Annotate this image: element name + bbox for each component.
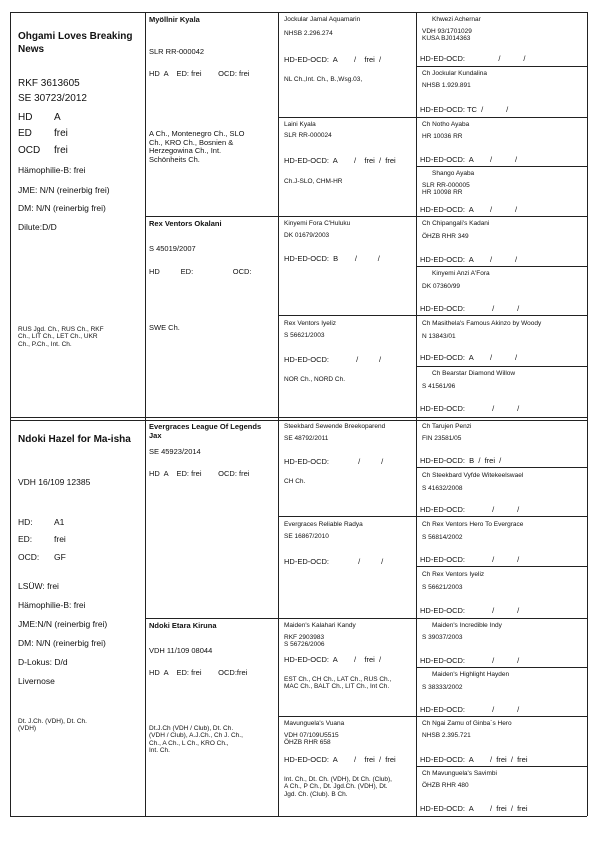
grandparent-health: HD-ED-OCD: / / <box>284 557 384 566</box>
great-grandparent-health: HD-ED-OCD: A / / <box>420 255 518 264</box>
grid-line <box>416 516 587 517</box>
grid-line <box>416 12 417 816</box>
grandparent-health: HD-ED-OCD: / / <box>284 457 384 466</box>
dog2-extra: Livernose <box>18 676 55 686</box>
grandparent-titles: NOR Ch., NORD Ch. <box>284 376 346 383</box>
dog2-health-label: HD: <box>18 517 33 527</box>
grid-line <box>416 166 587 167</box>
dog2-extra: D-Lokus: D/d <box>18 657 68 667</box>
dog1-extra: JME: N/N (reinerbig frei) <box>18 185 110 195</box>
grid-line <box>416 117 587 118</box>
grid-line <box>416 66 587 67</box>
grid-line <box>278 12 279 816</box>
sire1-name: Myöllnir Kyala <box>149 15 200 24</box>
grandparent-health: HD-ED-OCD: / / <box>284 355 382 364</box>
great-grandparent-name: Ch Chipangali's Kadani <box>422 220 490 227</box>
grid-line <box>145 618 278 619</box>
great-grandparent-health: HD-ED-OCD: / / <box>420 404 520 413</box>
dog2-extra: JME:N/N (reinerbig frei) <box>18 619 108 629</box>
grandparent-name: Rex Ventors Iyeliz <box>284 320 337 327</box>
great-grandparent-reg: ÖHZB RHR 349 <box>422 233 469 240</box>
dog2-reg: VDH 16/109 12385 <box>18 477 91 487</box>
great-grandparent-name: Maiden's Incredible Indy <box>432 622 502 629</box>
great-grandparent-reg: NHSB 2.395.721 <box>422 732 471 739</box>
great-grandparent-name: Maiden's Highlight Hayden <box>432 671 510 678</box>
grandparent-titles: Ch.J-SLO, CHM-HR <box>284 178 343 185</box>
grid-line <box>10 12 587 13</box>
dog2-extra: Hämophilie-B: frei <box>18 600 86 610</box>
great-grandparent-name: Kinyemi Anzi A'Fora <box>432 270 490 277</box>
grid-line <box>416 315 587 316</box>
dog2-extra: DM: N/N (reinerbig frei) <box>18 638 106 648</box>
great-grandparent-reg: S 56621/2003 <box>422 584 463 591</box>
grid-line <box>278 315 416 316</box>
great-grandparent-health: HD-ED-OCD: / / <box>420 606 520 615</box>
sire1-reg: SLR RR-000042 <box>149 47 205 56</box>
dog2-name: Ndoki Hazel for Ma-isha <box>18 434 131 445</box>
sire1-titles: A Ch., Montenegro Ch., SLO Ch., KRO Ch., Bosnien & Herzegowina Ch., Int. Schönheits Ch. <box>149 129 245 164</box>
dam1-health: HD ED: OCD: <box>149 267 252 276</box>
great-grandparent-health: HD-ED-OCD: / / <box>420 304 520 313</box>
grandparent-name: Laini Kyala <box>284 121 316 128</box>
grandparent-health: HD-ED-OCD: A / frei / frei <box>284 755 396 764</box>
grid-line <box>278 618 416 619</box>
grid-line <box>587 12 588 816</box>
great-grandparent-reg: VDH 93/1701029 KUSA BJ014363 <box>422 28 472 43</box>
grandparent-name: Kinyemi Fora C'Huluku <box>284 220 351 227</box>
sire2-reg: SE 45923/2014 <box>149 447 201 456</box>
grandparent-reg: S 56621/2003 <box>284 332 325 339</box>
grandparent-health: HD-ED-OCD: A / frei / <box>284 655 382 664</box>
dog2-health-value: GF <box>54 552 66 562</box>
grid-line <box>10 417 587 418</box>
dog1-health-label: ED <box>18 128 32 139</box>
grid-line <box>145 12 146 816</box>
grandparent-name: Mavunguela's Vuana <box>284 720 345 727</box>
grandparent-health: HD-ED-OCD: B / / <box>284 254 380 263</box>
dog2-health-value: frei <box>54 534 66 544</box>
grid-line <box>416 566 587 567</box>
grandparent-titles: CH Ch. <box>284 478 306 485</box>
grandparent-reg: NHSB 2.296.274 <box>284 30 333 37</box>
dog1-reg: SE 30723/2012 <box>18 93 87 104</box>
grid-line <box>145 216 278 217</box>
grandparent-reg: SE 48792/2011 <box>284 435 329 442</box>
great-grandparent-reg: SLR RR-000005 HR 10098 RR <box>422 182 470 197</box>
grandparent-reg: DK 01679/2003 <box>284 232 330 239</box>
dog1-extra: DM: N/N (reinerbig frei) <box>18 203 106 213</box>
grid-line <box>278 117 416 118</box>
dam1-titles: SWE Ch. <box>149 323 180 332</box>
grid-line <box>416 467 587 468</box>
dog1-extra: Dilute:D/D <box>18 222 57 232</box>
great-grandparent-name: Ch Rex Ventors Iyeliz <box>422 571 485 578</box>
grandparent-titles: EST Ch., CH Ch., LAT Ch., RUS Ch., MAC Ch., BALT Ch., LIT Ch., Int Ch. <box>284 676 392 691</box>
grandparent-name: Maiden's Kalahari Kandy <box>284 622 356 629</box>
dog2-health-value: A1 <box>54 517 65 527</box>
dog1-name: Ohgami Loves Breaking News <box>18 31 133 55</box>
dam1-reg: S 45019/2007 <box>149 244 196 253</box>
great-grandparent-health: HD-ED-OCD: A / frei / frei <box>420 804 528 813</box>
great-grandparent-reg: NHSB 1.929.891 <box>422 82 471 89</box>
great-grandparent-health: HD-ED-OCD: A / / <box>420 155 518 164</box>
grid-line <box>416 667 587 668</box>
great-grandparent-health: HD-ED-OCD: B / frei / <box>420 456 502 465</box>
great-grandparent-name: Khwezi Achernar <box>432 16 481 23</box>
grid-line <box>10 420 587 421</box>
dog1-health-value: frei <box>54 128 68 139</box>
great-grandparent-name: Ch Bearstar Diamond Willow <box>432 370 516 377</box>
great-grandparent-reg: DK 07360/99 <box>422 283 460 290</box>
dog2-titles: Dt. J.Ch. (VDH), Dt. Ch. (VDH) <box>18 718 87 733</box>
great-grandparent-reg: S 38333/2002 <box>422 684 463 691</box>
grid-line <box>416 618 587 619</box>
dog1-reg: RKF 3613605 <box>18 78 80 89</box>
dam2-titles: Dt.J.Ch (VDH / Club), Dt. Ch. (VDH / Club), A.J.Ch., Ch J. Ch., Ch., A Ch., L Ch., KRO Ch., Int. Ch. <box>149 725 243 755</box>
dam2-health: HD A ED: frei OCD:frei <box>149 668 248 677</box>
dog1-health-value: frei <box>54 145 68 156</box>
dam1-name: Rex Ventors Okalani <box>149 219 222 228</box>
great-grandparent-health: HD-ED-OCD: TC / / <box>420 105 509 114</box>
great-grandparent-health: HD-ED-OCD: / / <box>420 656 520 665</box>
great-grandparent-reg: S 41561/96 <box>422 383 456 390</box>
grid-line <box>416 366 587 367</box>
great-grandparent-name: Ch Jockular Kundalina <box>422 70 488 77</box>
great-grandparent-reg: HR 10036 RR <box>422 133 463 140</box>
dog1-health-label: OCD <box>18 145 41 156</box>
great-grandparent-reg: N 13843/01 <box>422 333 456 340</box>
grandparent-titles: NL Ch.,Int. Ch., B.,Wsg.03, <box>284 76 363 83</box>
grandparent-reg: VDH 07/109U5515 ÖHZB RHR 658 <box>284 732 339 747</box>
great-grandparent-name: Ch Rex Ventors Hero To Evergrace <box>422 521 524 528</box>
dog2-health-label: ED: <box>18 534 33 544</box>
dam2-reg: VDH 11/109 08044 <box>149 646 213 655</box>
grid-line <box>416 766 587 767</box>
grandparent-name: Evergraces Reliable Radya <box>284 521 363 528</box>
grid-line <box>416 216 587 217</box>
great-grandparent-name: Ch Ngai Zamu of Ginba´s Hero <box>422 720 512 727</box>
great-grandparent-name: Ch Mavunguela's Savimbi <box>422 770 497 777</box>
great-grandparent-name: Shango Ayaba <box>432 170 475 177</box>
grid-line <box>416 266 587 267</box>
great-grandparent-name: Ch Steekbard Vyfde Witekeelswael <box>422 472 524 479</box>
great-grandparent-reg: S 41632/2008 <box>422 485 463 492</box>
grandparent-name: Jockular Jamal Aquamarin <box>284 16 361 23</box>
sire2-name: Evergraces League Of Legends Jax <box>149 422 262 440</box>
grandparent-reg: SLR RR-000024 <box>284 132 332 139</box>
great-grandparent-reg: S 56814/2002 <box>422 534 463 541</box>
grid-line <box>10 12 11 816</box>
grandparent-health: HD-ED-OCD: A / frei / frei <box>284 156 396 165</box>
dog1-health-label: HD <box>18 112 33 123</box>
great-grandparent-reg: FIN 23581/05 <box>422 435 462 442</box>
grid-line <box>278 716 416 717</box>
dog1-titles: RUS Jgd. Ch., RUS Ch., RKF Ch., LIT Ch., LET Ch., UKR Ch., P.Ch., Int. Ch. <box>18 326 104 348</box>
grandparent-health: HD-ED-OCD: A / frei / <box>284 55 382 64</box>
great-grandparent-health: HD-ED-OCD: / / <box>420 54 526 63</box>
grid-line <box>278 516 416 517</box>
great-grandparent-reg: ÖHZB RHR 480 <box>422 782 469 789</box>
dog2-health-label: OCD: <box>18 552 40 562</box>
great-grandparent-name: Ch Notho Ayaba <box>422 121 470 128</box>
great-grandparent-health: HD-ED-OCD: A / / <box>420 205 518 214</box>
great-grandparent-health: HD-ED-OCD: A / / <box>420 353 518 362</box>
dog1-health-value: A <box>54 112 61 123</box>
sire1-health: HD A ED: frei OCD: frei <box>149 69 250 78</box>
dam2-name: Ndoki Etara Kiruna <box>149 621 217 630</box>
dog1-extra: Hämophilie-B: frei <box>18 165 86 175</box>
great-grandparent-reg: S 39037/2003 <box>422 634 463 641</box>
grid-line <box>10 816 587 817</box>
great-grandparent-name: Ch Tarujen Penzi <box>422 423 472 430</box>
dog2-extra: LSÜW: frei <box>18 581 59 591</box>
grandparent-titles: Int. Ch., Dt. Ch. (VDH), Dt Ch. (Club), A Ch., P Ch., Dt. Jgd.Ch. (VDH), Dt. Jgd. Ch. (Club). B Ch. <box>284 776 392 798</box>
great-grandparent-name: Ch Masithela's Famous Akinzo by Woody <box>422 320 542 327</box>
great-grandparent-health: HD-ED-OCD: / / <box>420 505 520 514</box>
grandparent-reg: RKF 2903983 S 56726/2006 <box>284 634 325 649</box>
great-grandparent-health: HD-ED-OCD: / / <box>420 555 520 564</box>
grandparent-name: Steekbard Sewende Breekoparend <box>284 423 386 430</box>
grid-line <box>416 716 587 717</box>
grid-line <box>278 216 416 217</box>
great-grandparent-health: HD-ED-OCD: / / <box>420 705 520 714</box>
sire2-health: HD A ED: frei OCD: frei <box>149 469 250 478</box>
great-grandparent-health: HD-ED-OCD: A / frei / frei <box>420 755 528 764</box>
grandparent-reg: SE 16867/2010 <box>284 533 329 540</box>
